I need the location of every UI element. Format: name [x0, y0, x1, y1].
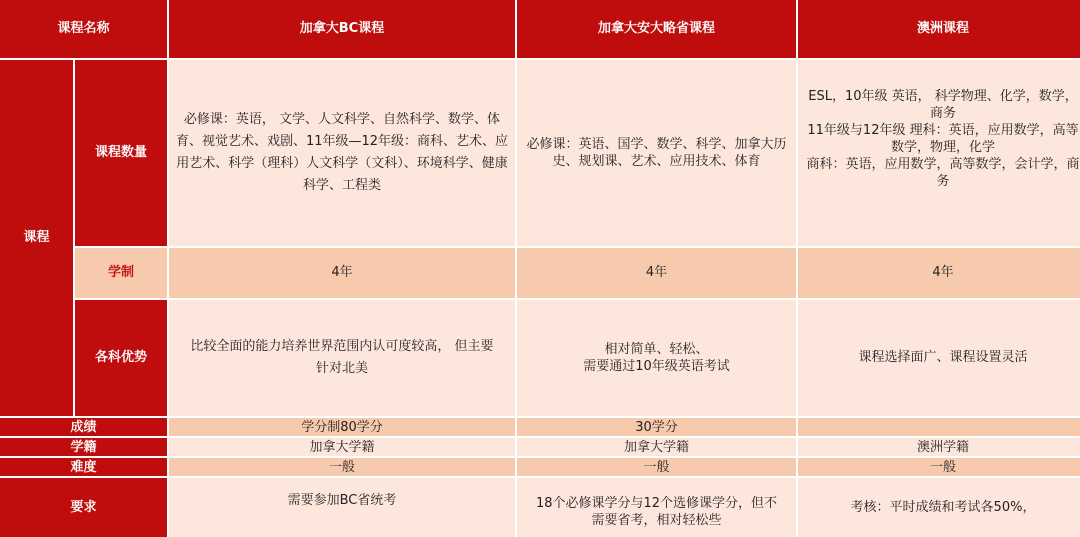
row-label-duration: 学制: [75, 248, 167, 298]
bc-student-status: 加拿大学籍: [169, 438, 515, 456]
group-label-course: 课程: [0, 60, 73, 416]
header-ontario-course: 加拿大安大略省课程: [517, 0, 796, 58]
row-label-advantage: 各科优势: [75, 300, 167, 416]
australia-duration: 4年: [798, 248, 1080, 298]
ontario-duration: 4年: [517, 248, 796, 298]
row-label-course-count: 课程数量: [75, 60, 167, 246]
ontario-advantage: 相对简单、轻松、 需要通过10年级英语考试: [517, 300, 796, 416]
ontario-score: 30学分: [517, 418, 796, 436]
australia-difficulty: 一般: [798, 458, 1080, 476]
australia-student-status: 澳洲学籍: [798, 438, 1080, 456]
row-label-score: 成绩: [0, 418, 167, 436]
header-course-name: 课程名称: [0, 0, 167, 58]
australia-advantage: 课程选择面广、课程设置灵活: [798, 300, 1080, 416]
ontario-difficulty: 一般: [517, 458, 796, 476]
header-australia-course: 澳洲课程: [798, 0, 1080, 58]
ontario-requirement: 18个必修课学分与12个选修课学分，但不需要省考，相对轻松些: [517, 478, 796, 537]
row-label-difficulty: 难度: [0, 458, 167, 476]
row-label-student-status: 学籍: [0, 438, 167, 456]
australia-score: [798, 418, 1080, 436]
ontario-course-count: 必修课：英语、国学、数学、科学、加拿大历史、规划课、艺术、应用技术、体育: [517, 60, 796, 246]
row-label-requirement: 要求: [0, 478, 167, 537]
bc-score: 学分制80学分: [169, 418, 515, 436]
australia-course-count: ESL，10年级 英语， 科学物理、化学，数学，商务 11年级与12年级 理科：英语，应用数学，高等数学，物理，化学 商科：英语，应用数学，高等数学，会计学，商务: [798, 60, 1080, 246]
australia-requirement: 考核：平时成绩和考试各50%，: [798, 478, 1080, 537]
header-bc-course: 加拿大BC课程: [169, 0, 515, 58]
bc-course-count: 必修课：英语， 文学、人文科学、自然科学、数学、体育、视觉艺术、戏剧、11年级—12年级：商科、艺术、应用艺术、科学（理科）人文科学（文科）、环境科学、健康科学、工程类: [169, 60, 515, 246]
bc-requirement: 需要参加BC省统考: [169, 478, 515, 537]
ontario-student-status: 加拿大学籍: [517, 438, 796, 456]
bc-duration: 4年: [169, 248, 515, 298]
bc-advantage: 比较全面的能力培养世界范围内认可度较高， 但主要针对北美: [169, 300, 515, 416]
bc-difficulty: 一般: [169, 458, 515, 476]
